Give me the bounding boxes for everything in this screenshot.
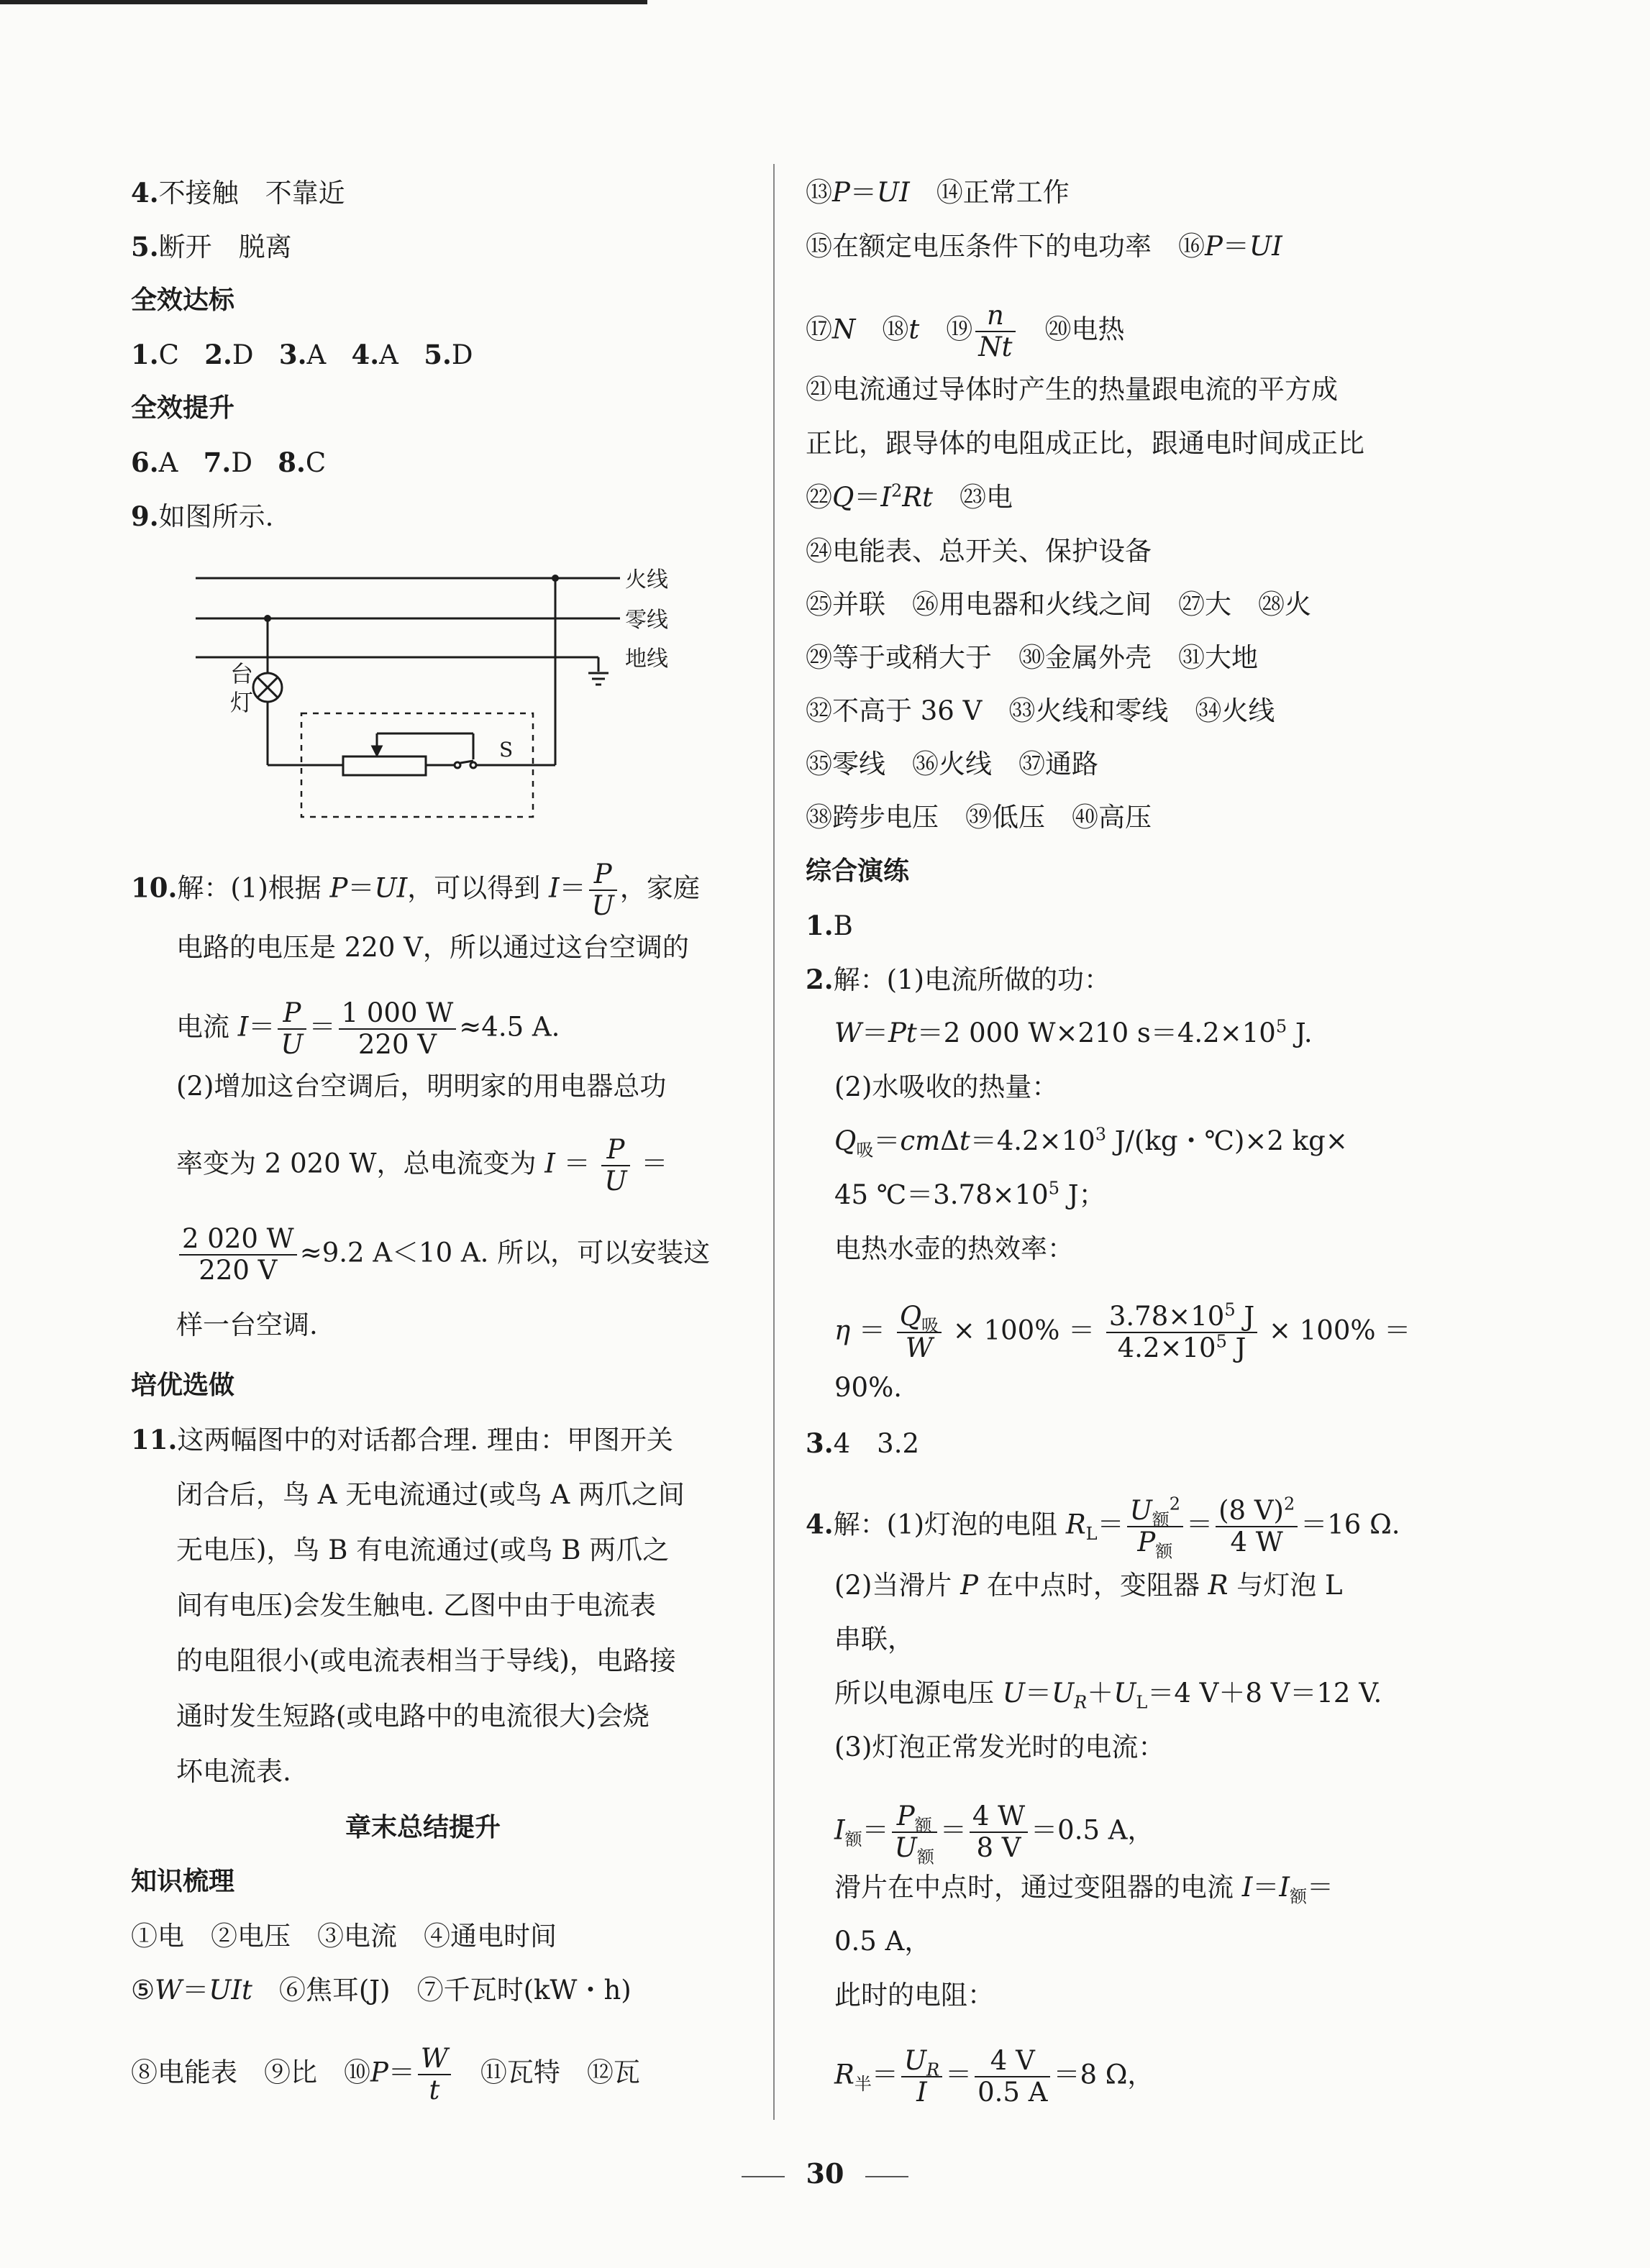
knowledge-line1: ①电 ②电压 ③电流 ④通电时间 (131, 1921, 557, 1952)
answer-q11-line2: 闭合后，鸟 A 无电流通过(或鸟 A 两爪之间 (176, 1479, 685, 1510)
fraction: $\frac{P_额}{U_额}$ (892, 1801, 937, 1863)
practice-q4-line9: 此时的电阻： (834, 1980, 994, 2011)
label-switch: S (499, 738, 514, 762)
label-lamp-top: 台 (230, 660, 254, 687)
practice-q2-line5: 45 $℃=3.78\times 10^5$ J； (834, 1178, 1106, 1210)
practice-q2-line6: 电热水壶的热效率： (834, 1233, 1074, 1264)
practice-q4-line1: 4.解：(1)灯泡的电阻 $R_L=$ $\frac{U_额^2}{P_额}$ ＝ $\frac{(8 V)^2}{4 W}$ ＝16 Ω. (806, 1494, 1400, 1562)
practice-q4-line7: 滑片在中点时，通过变阻器的电流 $I=I_额=$ (834, 1872, 1334, 1907)
answer-q10-line7: 样一台空调. (176, 1309, 318, 1340)
label-fire: 火线 (625, 567, 668, 593)
practice-q2-line3: (2)水吸收的热量： (834, 1071, 1059, 1102)
practice-q2-line1: 2.解：(1)电流所做的功： (806, 964, 1111, 995)
practice-q2-line7: η ＝ $\frac{Q_吸}{W}$ × 100% ＝ $\frac{3.78\times 10^5 J}{4.2\times 10^5 J}$ × 100% ＝ (834, 1299, 1411, 1363)
fraction: $\frac{(8 V)^2}{4 W}$ (1216, 1496, 1298, 1558)
practice-q1: 1.B (806, 910, 853, 941)
answer-q4: 4.不接触 不靠近 (131, 177, 345, 209)
fraction: $\frac{U_R}{I}$ (901, 2046, 942, 2108)
practice-q4-line8: 0.5 A， (834, 1926, 931, 1957)
label-ground: 地线 (625, 646, 668, 672)
answer-q10-line1: 10.解：(1)根据 P＝UI，可以得到 I＝ $\frac{P}{U}$ ，家庭 (131, 859, 700, 921)
answer-q10-line5: 率变为 2 020 W，总电流变为 I ＝ $\frac{P}{U}$ ＝ (176, 1134, 668, 1197)
answer-q10-line2: 电路的电压是 220 V，所以通过这台空调的 (176, 932, 689, 963)
practice-q3: 3.4 3.2 (806, 1427, 920, 1459)
answer-q11-line4: 间有电压)会发生触电. 乙图中由于电流表 (176, 1590, 656, 1621)
answer-q11-line3: 无电压)，鸟 B 有电流通过(或鸟 B 两爪之 (176, 1535, 670, 1565)
fraction: $\frac{4 V}{0.5 A}$ (975, 2046, 1050, 2108)
junction-dot (552, 575, 559, 582)
chapter-summary-title: 章末总结提升 (345, 1813, 501, 1842)
fraction: $\frac{1 000 W}{220 V}$ (339, 998, 457, 1060)
answer-q10-line4: (2)增加这台空调后，明明家的用电器总功 (176, 1071, 667, 1102)
practice-q4-line5: (3)灯泡正常发光时的电流： (834, 1732, 1165, 1762)
knowledge-line3: ⑧电能表 ⑨比 ⑩P＝ $\frac{W}{t}$ ⑪瓦特 ⑫瓦 (131, 2043, 640, 2105)
section-heading-quanxiao-tisheng: 全效提升 (131, 393, 235, 423)
practice-q4-line10: $R_半=$ $\frac{U_R}{I}$ ＝ $\frac{4 V}{0.5 A}$ ＝8 Ω， (834, 2045, 1154, 2108)
top-rule (0, 0, 647, 4)
practice-q4-line4: 所以电源电压 $U=U_R+U_L=4$ V＋8 V＝12 V. (834, 1678, 1382, 1713)
answer-q9: 9.如图所示. (131, 500, 274, 532)
answers-6-8: 6.A 7.D 8.C (131, 447, 327, 478)
knowledge-r7: ㉔电能表、总开关、保护设备 (806, 536, 1152, 567)
practice-q2-line4: $Q_吸=cm\Delta t=4.2\times 10^3$ J/(kg・℃)×2 kg× (834, 1124, 1348, 1161)
section-heading-zonghe: 综合演练 (806, 856, 910, 886)
knowledge-r2: ⑮在额定电压条件下的电功率 ⑯P＝UI (806, 231, 1282, 262)
answers-1-5: 1.C 2.D 3.A 4.A 5.D (131, 339, 473, 370)
fraction: $\frac{3.78\times 10^5 J}{4.2\times 10^5 J}$ (1106, 1302, 1257, 1363)
answer-q10-line3: 电流 I＝ $\frac{P}{U}$ ＝ $\frac{1 000 W}{220 V}$ ≈4.5 A. (176, 997, 560, 1060)
answer-q11-line6: 通时发生短路(或电路中的电流很大)会烧 (176, 1701, 649, 1732)
fraction: $\frac{2 020 W}{220 V}$ (179, 1224, 297, 1286)
knowledge-r9: ㉙等于或稍大于 ㉚金属外壳 ㉛大地 (806, 642, 1258, 673)
fraction: $\frac{U_额^2}{P_额}$ (1127, 1496, 1183, 1558)
rheostat-symbol (343, 756, 426, 775)
fraction: $\frac{P}{U}$ (278, 998, 306, 1060)
practice-q2-line8: 90%. (834, 1372, 902, 1403)
knowledge-r8: ㉕并联 ㉖用电器和火线之间 ㉗大 ㉘火 (806, 589, 1311, 620)
answer-q11-line5: 的电阻很小(或电流表相当于导线)，电路接 (176, 1645, 676, 1676)
knowledge-r4: ㉑电流通过导体时产生的热量跟电流的平方成 (806, 374, 1338, 405)
practice-q4-line6: $I_额=$ $\frac{P_额}{U_额}$ ＝ $\frac{4 W}{8 V}$ ＝0.5 A， (834, 1801, 1154, 1867)
knowledge-r6: $㉒Q=I^2Rt$ ㉓电 (806, 480, 1013, 513)
section-heading-zhishi: 知识梳理 (131, 1867, 235, 1896)
knowledge-r3: ⑰N ⑱t ⑲ $\frac{n}{Nt}$ ⑳电热 (806, 300, 1125, 362)
fraction: $\frac{P}{U}$ (601, 1135, 629, 1197)
knowledge-r11: ㉟零线 ㊱火线 ㊲通路 (806, 749, 1098, 779)
answer-q5: 5.断开 脱离 (131, 231, 292, 262)
fraction: $\frac{n}{Nt}$ (975, 301, 1015, 362)
answer-q11-line7: 坏电流表. (176, 1756, 291, 1787)
fraction: $\frac{Q_吸}{W}$ (897, 1302, 942, 1363)
knowledge-r10: ㉜不高于 36 V ㉝火线和零线 ㉞火线 (806, 695, 1275, 726)
fraction: $\frac{4 W}{8 V}$ (970, 1801, 1028, 1863)
answer-q11-line1: 11.这两幅图中的对话都合理. 理由：甲图开关 (131, 1424, 673, 1455)
fraction: $\frac{W}{t}$ (418, 2044, 451, 2105)
practice-q4-line2: (2)当滑片 P 在中点时，变阻器 R 与灯泡 L (834, 1570, 1343, 1601)
fraction: $\frac{P}{U}$ (589, 859, 617, 921)
section-heading-peiyou: 培优选做 (131, 1371, 235, 1400)
practice-q2-line2: W＝Pt＝2 000 W×210 $s=4.2\times 10^5$ J. (834, 1016, 1313, 1048)
section-heading-quanxiao-dabiao: 全效达标 (131, 285, 235, 315)
knowledge-r1: ⑬P＝UI ⑭正常工作 (806, 177, 1070, 208)
column-divider (773, 164, 775, 2120)
knowledge-line2: ⑤W＝UIt ⑥焦耳(J) ⑦千瓦时(kW・h) (131, 1975, 632, 2006)
circuit-diagram (188, 558, 706, 831)
practice-q4-line3: 串联， (834, 1624, 914, 1655)
answer-q10-line6: $\frac{2 020 W}{220 V}$ ≈9.2 A＜10 A. 所以，可以安装这 (176, 1224, 710, 1286)
label-lamp-bottom: 灯 (230, 689, 254, 716)
label-zero: 零线 (625, 608, 668, 633)
page-number: 30 (0, 2157, 1650, 2190)
junction-dot (264, 615, 271, 622)
knowledge-r12: ㊳跨步电压 ㊴低压 ㊵高压 (806, 802, 1152, 833)
knowledge-r5: 正比，跟导体的电阻成正比，跟通电时间成正比 (806, 428, 1364, 459)
